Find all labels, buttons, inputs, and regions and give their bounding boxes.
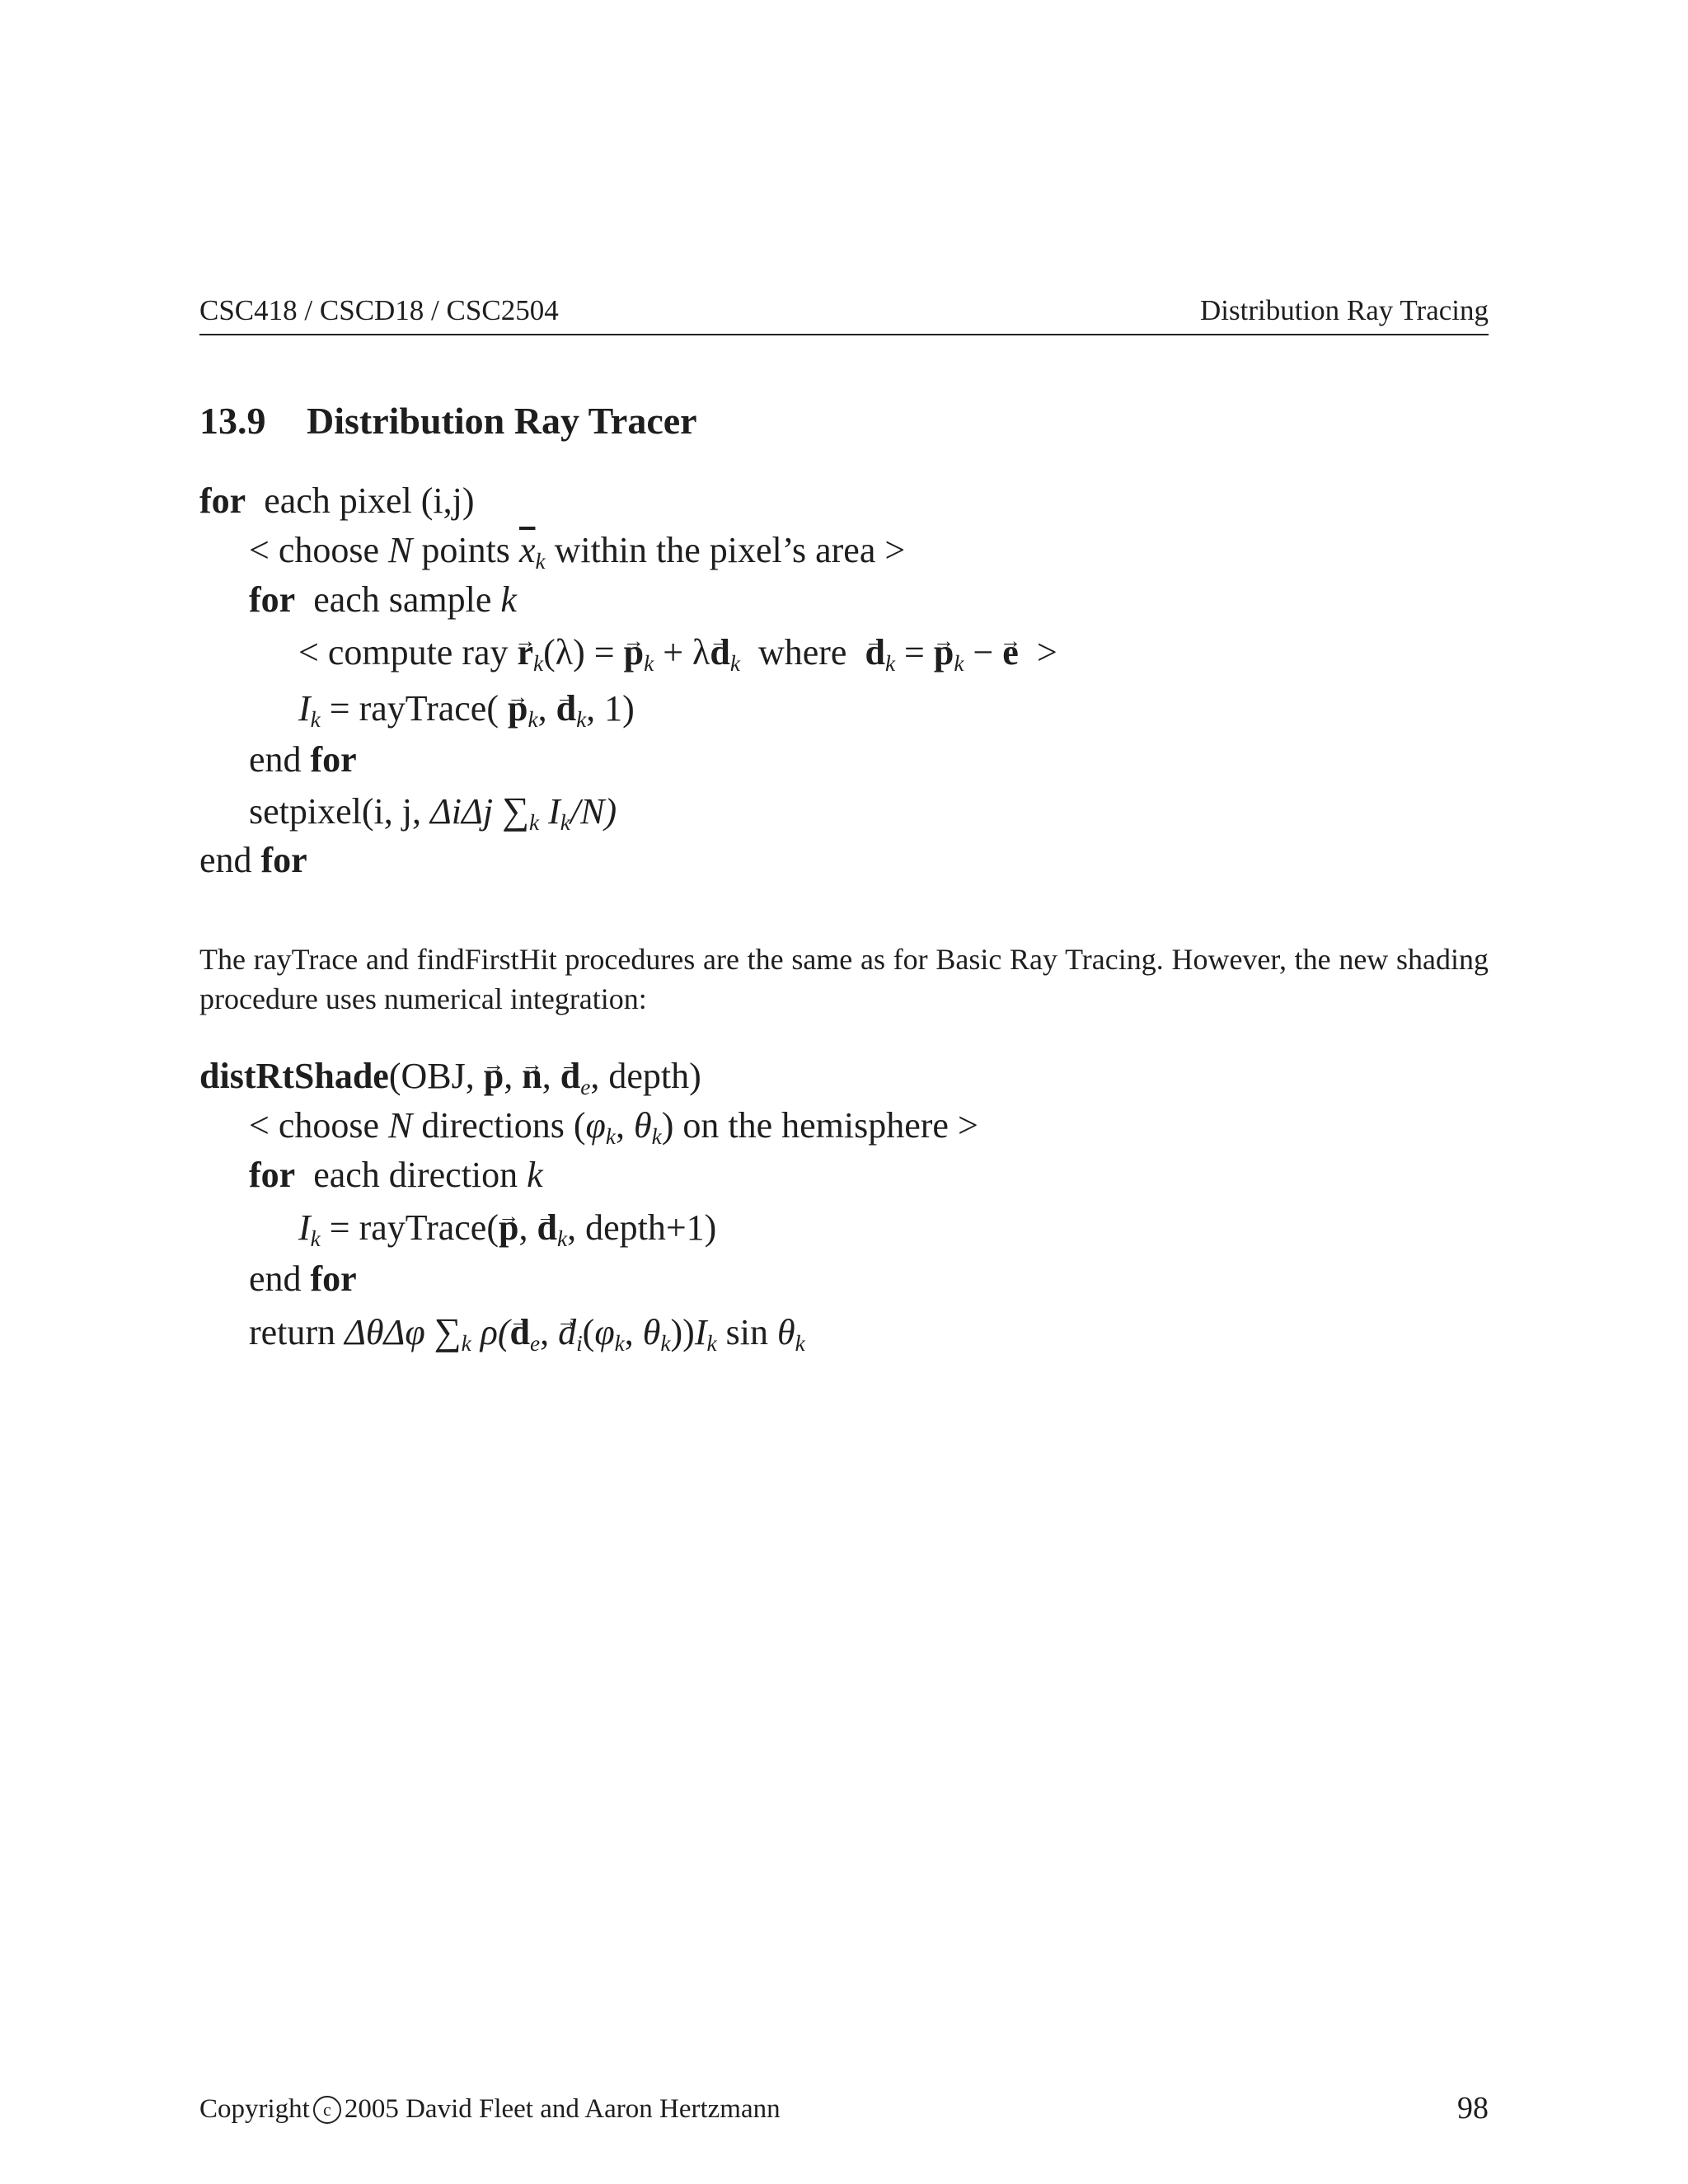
vector-p: → p xyxy=(934,628,954,677)
keyword-for: for xyxy=(260,840,307,880)
code-text: < choose xyxy=(249,530,379,570)
code-line-setpixel xyxy=(249,786,617,837)
math-subscript: k xyxy=(954,651,964,677)
code-text: within the pixel’s area > xyxy=(554,530,906,570)
vector-p: → p xyxy=(624,628,644,677)
function-name: distRtShade xyxy=(199,1056,389,1096)
code-text: < compute ray xyxy=(298,632,509,673)
vector-p: → p xyxy=(499,1203,518,1253)
math-text: = xyxy=(895,632,934,673)
sum-symbol: ∑ xyxy=(502,790,530,832)
code-text: , xyxy=(537,688,556,729)
math-subscript: k xyxy=(528,707,538,733)
math-text: sin xyxy=(716,1312,777,1352)
keyword-for: for xyxy=(310,1258,357,1299)
math-subscript: k xyxy=(560,810,570,836)
code-text: each direction xyxy=(313,1155,518,1195)
math-subscript: k xyxy=(884,651,896,677)
math-subscript: k xyxy=(644,651,654,677)
section-number: 13.9 xyxy=(199,400,266,442)
code-text: setpixel(i, j, xyxy=(249,791,430,832)
code-text: < choose xyxy=(249,1105,379,1146)
math-var: φ xyxy=(585,1105,606,1146)
copyright-text: 2005 David Fleet and Aaron Hertzmann xyxy=(344,2094,781,2124)
code-text: (OBJ, xyxy=(388,1056,484,1096)
math-subscript: k xyxy=(605,1124,616,1150)
keyword-end: end xyxy=(199,840,252,880)
keyword-for: for xyxy=(199,480,246,521)
code-text: = rayTrace( xyxy=(320,1207,499,1248)
math-text: − xyxy=(964,632,1003,673)
math-var: N xyxy=(388,530,413,570)
code-line-raytrace-depth: $I_k$ = rayTrace(→ p, → $d_k$, depth+1) xyxy=(298,1203,716,1253)
code-text: , depth+1) xyxy=(567,1207,717,1248)
vector-d: → d xyxy=(556,684,576,733)
math-subscript: k xyxy=(461,1331,471,1357)
code-line-end-for-outer xyxy=(199,836,307,885)
math-var: θ xyxy=(776,1312,795,1352)
code-line-choose-directions: < choose N directions ($\varphi_k$, $\theta_k$) on the hemisphere > xyxy=(249,1105,978,1150)
vector-d: → d xyxy=(560,1052,580,1101)
header-rule xyxy=(199,334,1489,335)
math-var: I xyxy=(298,688,311,729)
math-subscript: i xyxy=(576,1331,583,1357)
keyword-end: end xyxy=(249,739,302,780)
math-subscript: k xyxy=(706,1331,717,1357)
vector-n: → n xyxy=(522,1052,542,1101)
math-subscript: k xyxy=(310,1226,321,1252)
math-subscript: k xyxy=(576,707,587,733)
vector-p: → p xyxy=(484,1052,504,1101)
code-line-end-for xyxy=(249,1254,357,1304)
math-subscript: e xyxy=(529,1331,541,1357)
code-text: return xyxy=(249,1312,345,1352)
code-text: each sample xyxy=(313,579,492,620)
code-text: directions ( xyxy=(421,1105,586,1146)
math-var: φ xyxy=(594,1312,615,1352)
sum-symbol: ∑ xyxy=(434,1310,462,1352)
math-subscript: e xyxy=(580,1075,591,1100)
keyword-for: for xyxy=(249,579,296,620)
math-var: k xyxy=(500,579,517,620)
code-line-compute-ray xyxy=(298,628,1057,677)
keyword-for: for xyxy=(249,1155,296,1195)
math-subscript: k xyxy=(729,651,740,677)
math-var: k xyxy=(527,1155,543,1195)
page-number: 98 xyxy=(1457,2091,1489,2125)
math-subscript: k xyxy=(533,651,544,677)
code-line-function-signature: distRtShade(OBJ, → p, → n, → $d_e$, depth) xyxy=(199,1052,701,1101)
code-text: , depth) xyxy=(590,1056,701,1096)
vector-r: → r xyxy=(518,628,534,677)
code-line-return: return ΔθΔφ $\sum_k$ $\rho(\to d_e$, → $d_i(\varphi_k$, $\theta_k))I_k$ $\sin \theta_k$ xyxy=(249,1307,805,1357)
vector-p: → p xyxy=(508,684,528,733)
copyright-icon: c xyxy=(313,2096,341,2124)
code-text: , 1) xyxy=(586,688,635,729)
keyword-for: for xyxy=(310,739,357,780)
math-subscript: k xyxy=(651,1124,662,1150)
math-subscript: k xyxy=(614,1331,625,1357)
vector-d: → d xyxy=(865,628,884,677)
math-text: (λ) = xyxy=(543,632,624,673)
code-line-for-sample xyxy=(249,575,517,625)
section-title: Distribution Ray Tracer xyxy=(307,400,697,442)
copyright-word: Copyright xyxy=(199,2094,310,2124)
footer-copyright xyxy=(199,2094,781,2125)
vector-e: → e xyxy=(1002,628,1019,677)
math-text: ΔiΔj xyxy=(429,791,503,832)
code-line-for-pixel xyxy=(199,476,475,526)
math-subscript: k xyxy=(535,549,546,574)
math-subscript: k xyxy=(660,1331,671,1357)
math-text: ρ( xyxy=(471,1312,510,1352)
math-text: + λ xyxy=(654,632,710,673)
math-subscript: k xyxy=(310,707,321,733)
math-var: I xyxy=(548,791,560,832)
code-text: each pixel (i,j) xyxy=(264,480,475,521)
code-text: = rayTrace( xyxy=(320,688,508,729)
keyword-end: end xyxy=(249,1258,302,1299)
math-var: N xyxy=(388,1105,413,1146)
math-var: θ xyxy=(633,1105,652,1146)
running-header-course: CSC418 / CSCD18 / CSC2504 xyxy=(199,294,559,326)
math-text: )) xyxy=(670,1312,695,1352)
math-subscript: k xyxy=(795,1331,805,1357)
section-heading xyxy=(199,399,697,443)
running-header-chapter: Distribution Ray Tracing xyxy=(1199,294,1489,326)
math-var: $\overline{x}$ xyxy=(518,530,536,570)
code-text: > xyxy=(1018,632,1057,673)
code-text: points xyxy=(421,530,510,570)
code-line-choose-points xyxy=(249,526,905,575)
code-text: ) on the hemisphere > xyxy=(661,1105,978,1146)
math-subscript: k xyxy=(556,1226,568,1252)
vector-d: → d xyxy=(537,1203,556,1253)
code-line-end-for-inner xyxy=(249,735,357,785)
body-paragraph: The rayTrace and findFirstHit procedures are the same as for Basic Ray Tracing. However, the new shading procedure uses numerical integration: xyxy=(199,943,1489,1015)
math-text: /N) xyxy=(570,791,617,832)
math-var: I xyxy=(298,1207,311,1248)
vector-d: → d xyxy=(710,628,729,677)
vector-d-i: → d xyxy=(558,1308,576,1357)
math-var: θ xyxy=(642,1312,661,1352)
code-line-raytrace-call xyxy=(298,684,635,733)
math-var: I xyxy=(694,1312,707,1352)
code-text: where xyxy=(739,632,865,673)
math-subscript: k xyxy=(529,810,540,836)
vector-d: → d xyxy=(510,1308,530,1357)
math-text: ΔθΔφ xyxy=(345,1312,434,1352)
